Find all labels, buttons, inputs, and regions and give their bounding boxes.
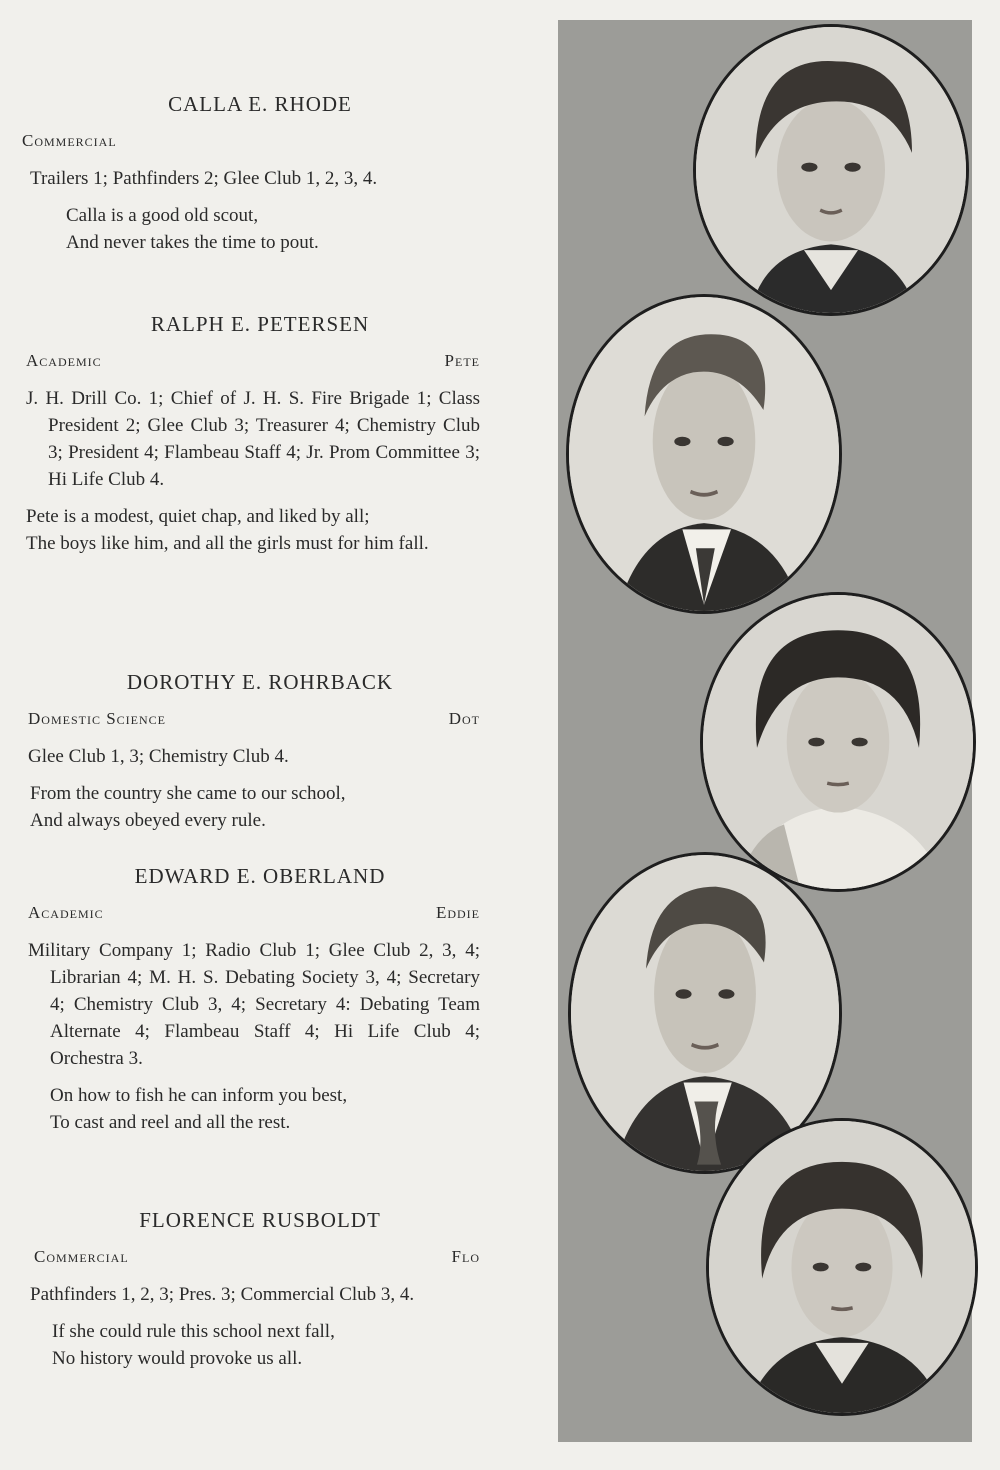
course-line bbox=[28, 709, 480, 729]
course-line bbox=[28, 903, 480, 923]
verse-line: And always obeyed every rule. bbox=[30, 810, 266, 831]
course: Commercial bbox=[34, 1247, 129, 1266]
course: Domestic Science bbox=[28, 709, 166, 728]
entry-dorothy-rohrback bbox=[20, 670, 480, 834]
verse-line: And never takes the time to pout. bbox=[66, 232, 319, 253]
verse bbox=[26, 503, 480, 557]
portrait-calla-rhode bbox=[693, 24, 969, 316]
course: Academic bbox=[28, 903, 104, 922]
entry-florence-rusboldt bbox=[20, 1208, 480, 1372]
activities: Trailers 1; Pathfinders 2; Glee Club 1, 2, 3, 4. bbox=[30, 168, 378, 189]
student-name: FLORENCE RUSBOLDT bbox=[139, 1208, 381, 1232]
verse-line: If she could rule this school next fall, bbox=[52, 1321, 335, 1342]
verse bbox=[50, 1082, 480, 1136]
verse bbox=[52, 1318, 480, 1372]
activities: Glee Club 1, 3; Chemistry Club 4. bbox=[28, 746, 289, 767]
entry-calla-rhode bbox=[20, 92, 480, 256]
activities: J. H. Drill Co. 1; Chief of J. H. S. Fire Brigade 1; Class President 2; Glee Club 3; Treasurer 4; Chemistry Club 3; President 4; Flambeau Staff 4; Jr. Prom Committee 3; Hi Life Club 4. bbox=[26, 388, 480, 490]
student-name: CALLA E. RHODE bbox=[168, 92, 352, 116]
portrait-florence-rusboldt bbox=[706, 1118, 978, 1416]
student-name: EDWARD E. OBERLAND bbox=[134, 864, 386, 888]
entry-ralph-petersen bbox=[20, 312, 480, 557]
course-line bbox=[26, 351, 480, 371]
portrait-dorothy-rohrback bbox=[700, 592, 976, 892]
verse bbox=[26, 202, 480, 256]
nickname: Eddie bbox=[435, 903, 480, 922]
course: Commercial bbox=[22, 131, 117, 150]
verse-line: The boys like him, and all the girls must for him fall. bbox=[26, 533, 429, 554]
nickname: Flo bbox=[451, 1247, 480, 1266]
verse-line: Calla is a good old scout, bbox=[66, 205, 259, 226]
entry-edward-oberland bbox=[20, 864, 480, 1136]
verse-line: Pete is a modest, quiet chap, and liked by all; bbox=[26, 506, 370, 527]
course-line bbox=[22, 131, 480, 151]
verse-line: No history would provoke us all. bbox=[52, 1348, 303, 1369]
nickname: Pete bbox=[444, 351, 480, 370]
nickname: Dot bbox=[448, 709, 480, 728]
verse bbox=[30, 780, 480, 834]
student-name: RALPH E. PETERSEN bbox=[150, 312, 370, 336]
student-name: DOROTHY E. ROHRBACK bbox=[126, 670, 394, 694]
activities: Military Company 1; Radio Club 1; Glee Club 2, 3, 4; Librarian 4; M. H. S. Debating Society 3, 4; Secretary 4; Chemistry Club 3, 4; Secretary 4: Debating Team Alternate 4; Flambeau Staff 4; Hi Life Club 4; Orchestra 3. bbox=[28, 940, 480, 1069]
verse-line: To cast and reel and all the rest. bbox=[50, 1112, 291, 1133]
verse-line: On how to fish he can inform you best, bbox=[50, 1085, 348, 1106]
portrait-ralph-petersen bbox=[566, 294, 842, 614]
verse-line: From the country she came to our school, bbox=[30, 783, 346, 804]
course: Academic bbox=[26, 351, 102, 370]
activities: Pathfinders 1, 2, 3; Pres. 3; Commercial Club 3, 4. bbox=[30, 1284, 415, 1305]
course-line bbox=[34, 1247, 480, 1267]
